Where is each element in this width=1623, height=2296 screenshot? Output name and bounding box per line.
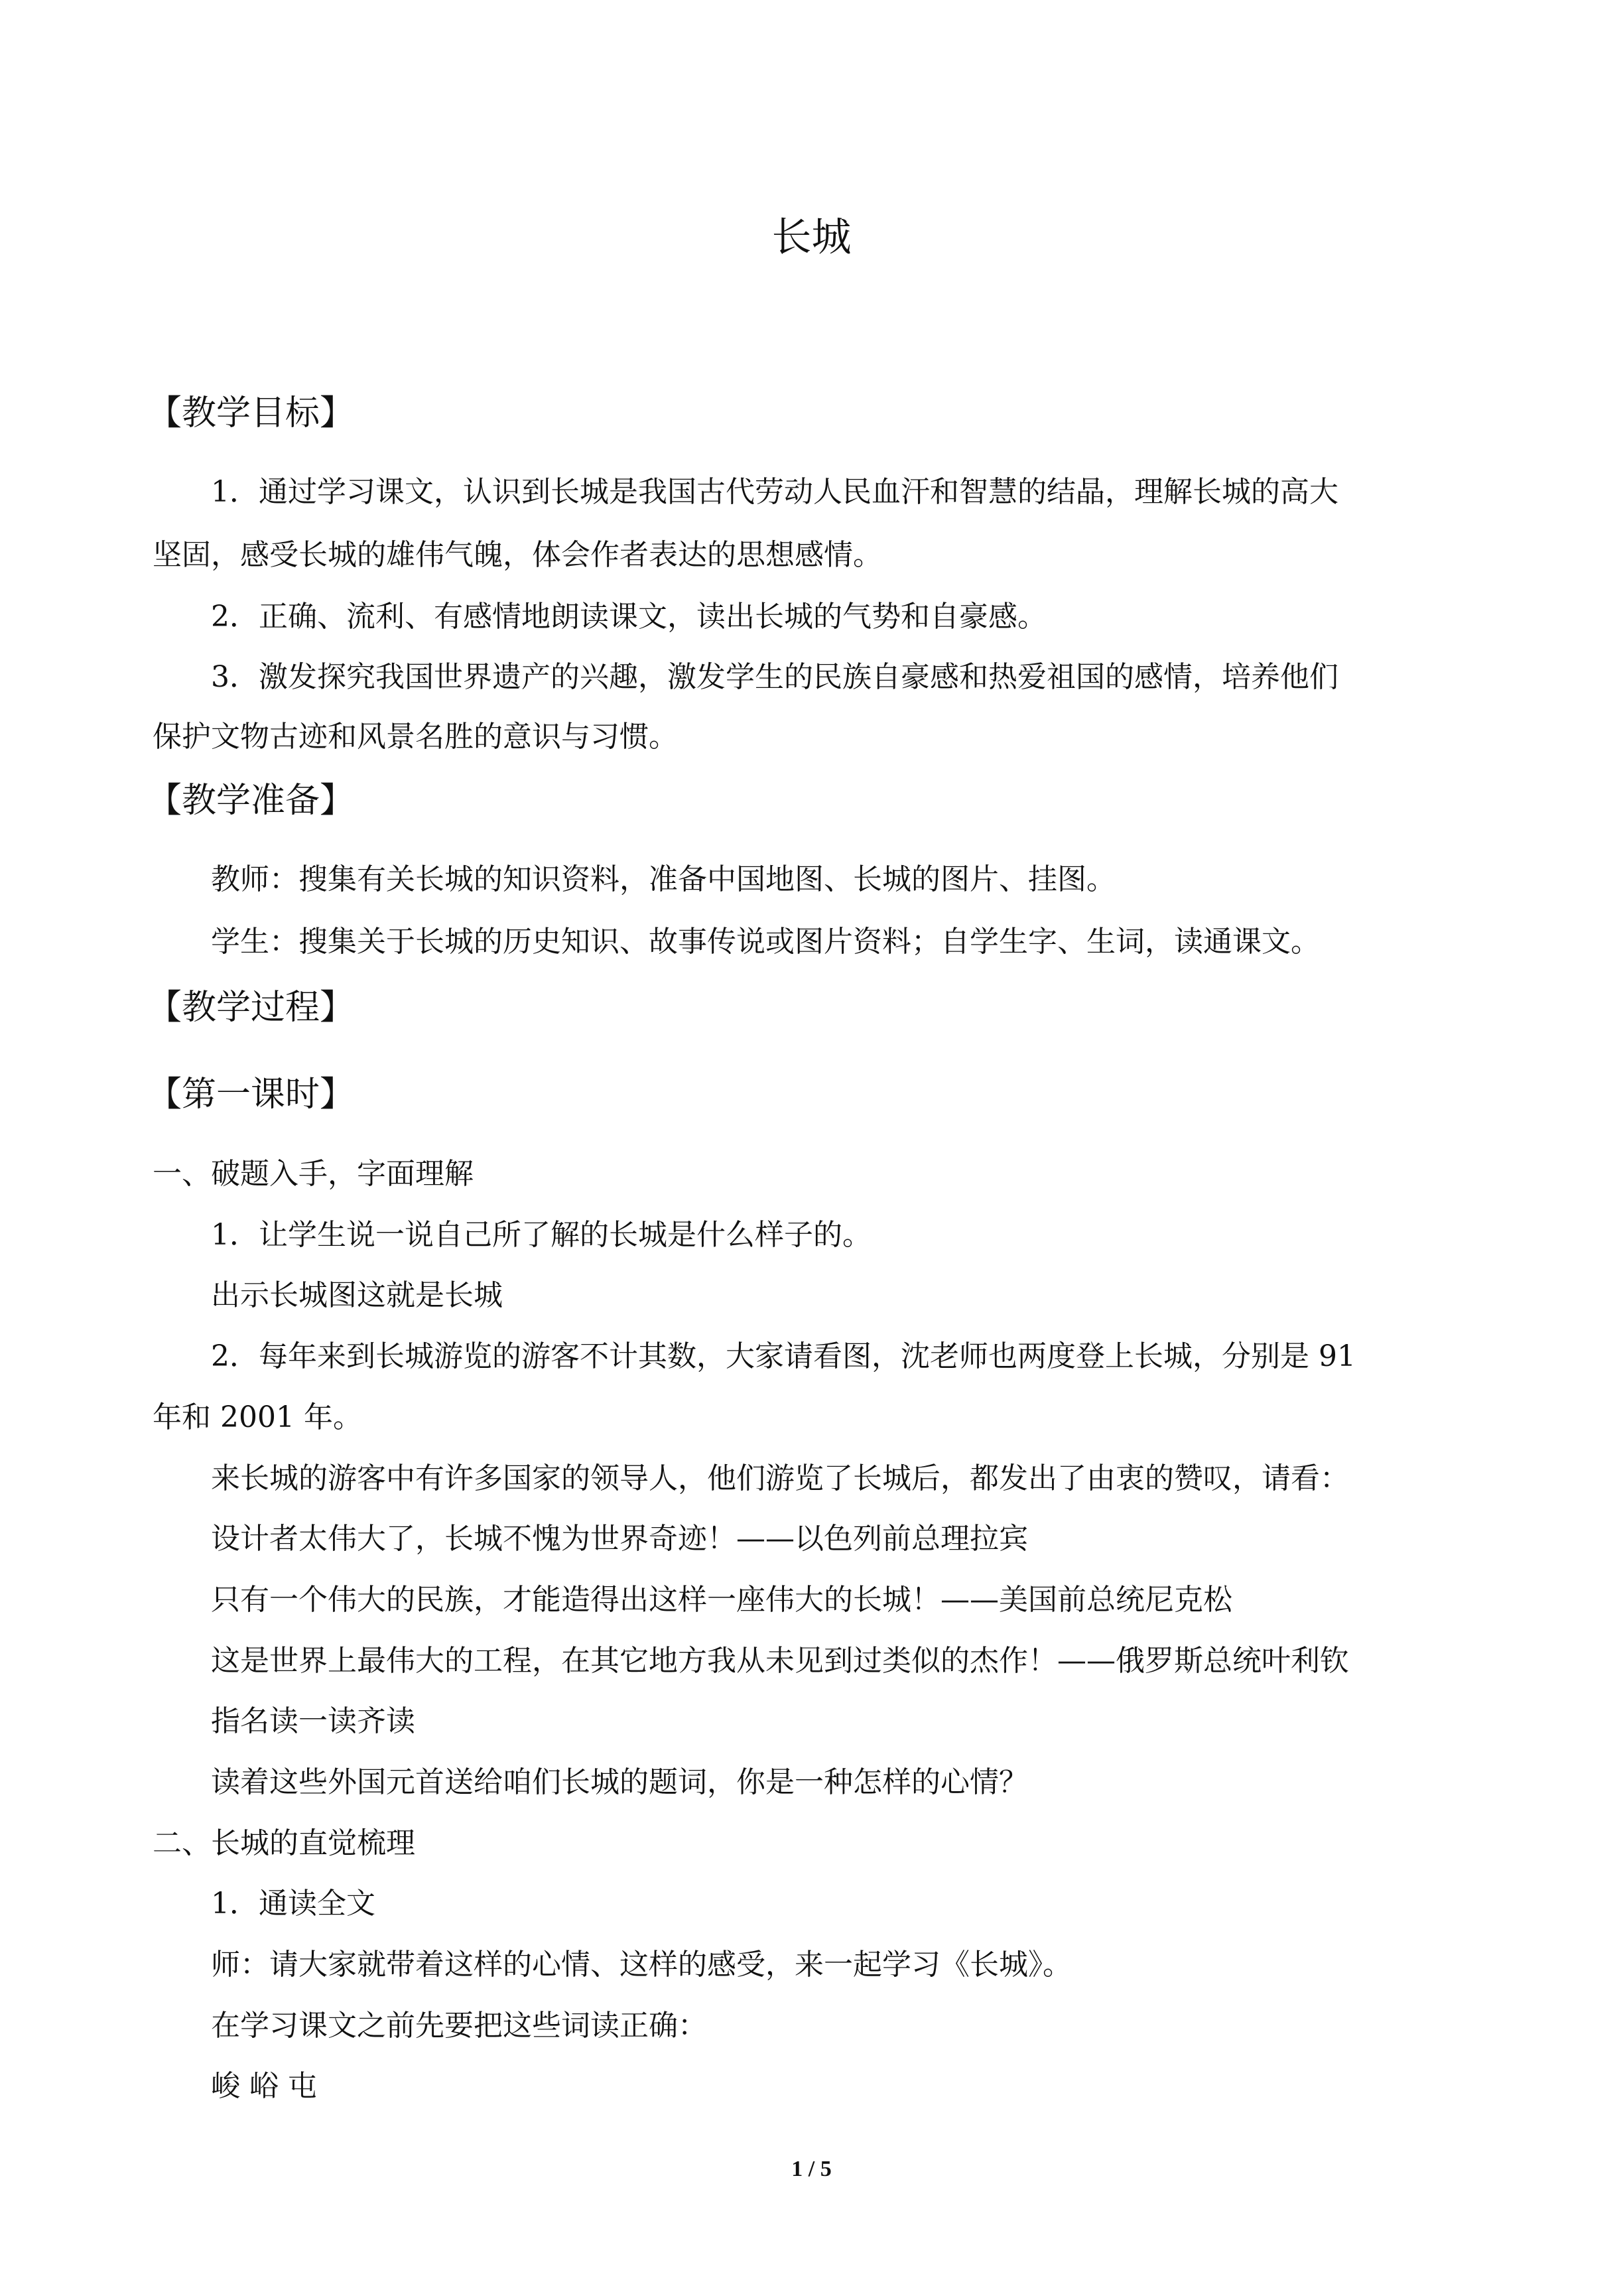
goal-1-line-1: 1．通过学习课文，认识到长城是我国古代劳动人民血汗和智慧的结晶，理解长城的高大	[211, 475, 1338, 509]
goal-3-line-2: 保护文物古迹和风景名胜的意识与习惯。	[153, 720, 678, 754]
part-2-step-1: 1．通读全文	[211, 1887, 375, 1921]
prep-student: 学生：搜集关于长城的历史知识、故事传说或图片资料；自学生字、生词，读通课文。	[211, 925, 1320, 959]
goal-2: 2．正确、流利、有感情地朗读课文，读出长城的气势和自豪感。	[211, 600, 1047, 634]
page-title: 长城	[771, 214, 852, 261]
section-heading-prep: 【教学准备】	[147, 781, 355, 821]
goal-1-line-2: 坚固，感受长城的雄伟气魄，体会作者表达的思想感情。	[153, 538, 882, 572]
part-2-heading: 二、长城的直觉梳理	[153, 1826, 415, 1860]
quote-1: 设计者太伟大了，长城不愧为世界奇迹！——以色列前总理拉宾	[211, 1522, 1028, 1556]
part-1-step-2-line-1: 2．每年来到长城游览的游客不计其数，大家请看图，沈老师也两度登上长城，分别是 91	[211, 1339, 1356, 1373]
quote-2: 只有一个伟大的民族，才能造得出这样一座伟大的长城！——美国前总统尼克松	[211, 1583, 1232, 1617]
part-1-step-1-note: 出示长城图这就是长城	[211, 1278, 503, 1312]
section-heading-lesson-1: 【第一课时】	[147, 1075, 355, 1114]
part-1-read: 指名读一读齐读	[211, 1704, 415, 1738]
part-2-teacher: 师：请大家就带着这样的心情、这样的感受，来一起学习《长城》。	[211, 1948, 1072, 1982]
part-1-heading: 一、破题入手，字面理解	[153, 1157, 474, 1191]
goal-3-line-1: 3．激发探究我国世界遗产的兴趣，激发学生的民族自豪感和热爱祖国的感情，培养他们	[211, 660, 1338, 694]
page-number: 1 / 5	[791, 2157, 832, 2181]
prep-teacher: 教师：搜集有关长城的知识资料，准备中国地图、长城的图片、挂图。	[211, 862, 1116, 896]
quote-3: 这是世界上最伟大的工程，在其它地方我从未见到过类似的杰作！——俄罗斯总统叶利钦	[211, 1644, 1349, 1678]
section-heading-process: 【教学过程】	[147, 988, 355, 1028]
part-1-step-2-line-2: 年和 2001 年。	[153, 1400, 362, 1434]
part-1-step-1: 1．让学生说一说自己所了解的长城是什么样子的。	[211, 1218, 872, 1252]
part-2-words: 峻 峪 屯	[211, 2069, 317, 2103]
part-1-question: 读着这些外国元首送给咱们长城的题词，你是一种怎样的心情？	[211, 1765, 1028, 1799]
part-1-leaders: 来长城的游客中有许多国家的领导人，他们游览了长城后，都发出了由衷的赞叹，请看：	[211, 1461, 1349, 1495]
section-heading-goals: 【教学目标】	[147, 393, 355, 433]
part-2-words-intro: 在学习课文之前先要把这些词读正确：	[211, 2009, 707, 2043]
